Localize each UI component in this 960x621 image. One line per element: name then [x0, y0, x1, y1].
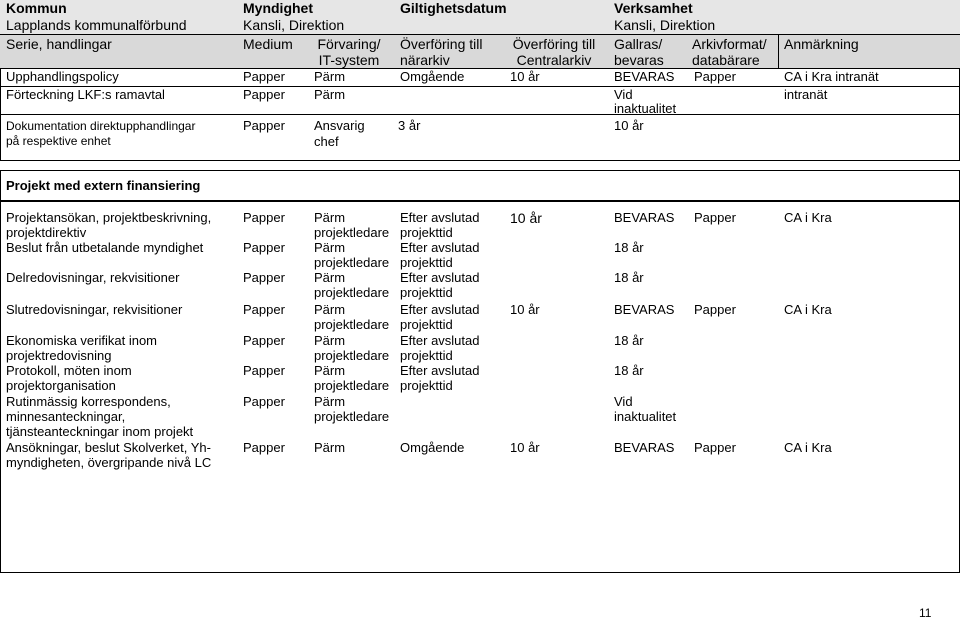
cell-gallras: Vid	[614, 394, 633, 409]
cell-format: Papper	[694, 302, 736, 317]
cell-medium: Papper	[243, 440, 285, 455]
cell-medium: Papper	[243, 240, 285, 255]
col-serie: Serie, handlingar	[6, 36, 112, 52]
cell-narakiv-cont: projekttid	[400, 378, 453, 393]
cell-forvaring-cont: projektledare	[314, 255, 390, 270]
section-title: Projekt med extern finansiering	[6, 178, 201, 193]
cell-anmarkning: intranät	[784, 87, 828, 102]
cell-gallras: BEVARAS	[614, 69, 675, 84]
col-forvaring-1: Förvaring/	[317, 36, 381, 52]
cell-anmarkning: CA i Kra	[784, 210, 832, 225]
cell-anmarkning: CA i Kra intranät	[784, 69, 879, 84]
verksamhet-label: Verksamhet	[614, 0, 693, 16]
cell-gallras: 10 år	[614, 118, 644, 133]
giltighet-label: Giltighetsdatum	[400, 0, 507, 16]
cell-gallras: 18 år	[614, 363, 644, 378]
cell-narakiv: Omgående	[400, 69, 465, 84]
cell-central: 10 år	[510, 440, 540, 455]
cell-serie: Projektansökan, projektbeskrivning,	[6, 210, 212, 225]
cell-serie-cont: projektredovisning	[6, 348, 112, 363]
kommun-label: Kommun	[6, 0, 67, 16]
col-gallras-2: bevaras	[614, 52, 664, 68]
col-arkivformat-1: Arkivformat/	[692, 36, 767, 52]
col-central-2: Centralarkiv	[516, 52, 592, 68]
cell-serie-cont: projektdirektiv	[6, 225, 87, 240]
cell-forvaring: Pärm	[314, 270, 346, 285]
cell-forvaring: Pärm	[314, 363, 346, 378]
cell-serie: Slutredovisningar, rekvisitioner	[6, 302, 183, 317]
project-table-box	[0, 201, 960, 573]
cell-forvaring-cont: projektledare	[314, 225, 390, 240]
cell-medium: Papper	[243, 270, 285, 285]
cell-medium: Papper	[243, 210, 285, 225]
cell-serie: Beslut från utbetalande myndighet	[6, 240, 204, 255]
row-line	[0, 160, 960, 161]
col-anmarkning: Anmärkning	[784, 36, 859, 52]
page-number: 11	[919, 606, 932, 620]
table-border-left	[0, 68, 1, 161]
cell-medium: Papper	[243, 118, 285, 133]
cell-narakiv: Efter avslutad	[400, 302, 480, 317]
col-medium: Medium	[243, 36, 293, 52]
cell-medium: Papper	[243, 394, 285, 409]
cell-forvaring: Pärm	[314, 210, 346, 225]
anmarkning-separator	[778, 34, 779, 68]
cell-gallras: BEVARAS	[614, 210, 675, 225]
col-narakiv-1: Överföring till	[400, 36, 483, 52]
cell-forvaring-cont: projektledare	[314, 409, 390, 424]
cell-medium: Papper	[243, 363, 285, 378]
cell-medium: Papper	[243, 69, 285, 84]
cell-forvaring: Pärm	[314, 333, 346, 348]
verksamhet-name: Kansli, Direktion	[614, 17, 716, 33]
cell-central: 10 år	[510, 69, 540, 84]
row-line	[0, 114, 960, 115]
cell-gallras: BEVARAS	[614, 302, 675, 317]
cell-forvaring: Pärm	[314, 87, 346, 102]
cell-narakiv: 3 år	[398, 118, 421, 133]
col-forvaring-2: IT-system	[318, 52, 380, 68]
cell-narakiv-cont: projekttid	[400, 255, 453, 270]
cell-narakiv: Efter avslutad	[400, 363, 480, 378]
cell-forvaring-cont: projektledare	[314, 285, 390, 300]
cell-anmarkning: CA i Kra	[784, 302, 832, 317]
cell-forvaring-cont: projektledare	[314, 317, 390, 332]
cell-narakiv-cont: projekttid	[400, 348, 453, 363]
cell-narakiv-cont: projekttid	[400, 317, 453, 332]
cell-narakiv: Efter avslutad	[400, 333, 480, 348]
cell-serie-cont: tjänsteanteckningar inom projekt	[6, 424, 194, 439]
cell-serie: Dokumentation direktupphandlingar	[6, 119, 196, 133]
cell-format: Papper	[694, 69, 736, 84]
cell-medium: Papper	[243, 87, 285, 102]
cell-medium: Papper	[243, 302, 285, 317]
cell-serie: Protokoll, möten inom	[6, 363, 132, 378]
cell-anmarkning: CA i Kra	[784, 440, 832, 455]
col-gallras-1: Gallras/	[614, 36, 663, 52]
cell-forvaring-cont: chef	[314, 134, 339, 149]
cell-narakiv-cont: projekttid	[400, 225, 453, 240]
cell-gallras: Vid	[614, 87, 633, 102]
cell-narakiv: Efter avslutad	[400, 210, 480, 225]
cell-serie-cont: myndigheten, övergripande nivå LC	[6, 455, 212, 470]
cell-serie-cont: på respektive enhet	[6, 134, 111, 148]
cell-gallras: 18 år	[614, 240, 644, 255]
cell-serie: Förteckning LKF:s ramavtal	[6, 87, 165, 102]
kommun-name: Lapplands kommunalförbund	[6, 17, 187, 33]
cell-narakiv-cont: projekttid	[400, 285, 453, 300]
cell-forvaring: Ansvarig	[314, 118, 365, 133]
cell-forvaring: Pärm	[314, 69, 346, 84]
cell-gallras-cont: inaktualitet	[614, 101, 677, 116]
cell-forvaring: Pärm	[314, 394, 346, 409]
cell-format: Papper	[694, 210, 736, 225]
cell-forvaring: Pärm	[314, 240, 346, 255]
col-arkivformat-2: databärare	[692, 52, 760, 68]
cell-narakiv: Efter avslutad	[400, 270, 480, 285]
cell-forvaring-cont: projektledare	[314, 378, 390, 393]
cell-serie-cont: projektorganisation	[6, 378, 116, 393]
cell-forvaring: Pärm	[314, 440, 346, 455]
cell-serie-cont: minnesanteckningar,	[6, 409, 126, 424]
cell-narakiv: Efter avslutad	[400, 240, 480, 255]
cell-narakiv: Omgående	[400, 440, 465, 455]
cell-serie: Delredovisningar, rekvisitioner	[6, 270, 180, 285]
col-central-1: Överföring till	[512, 36, 596, 52]
cell-medium: Papper	[243, 333, 285, 348]
col-narakiv-2: närarkiv	[400, 52, 450, 68]
cell-serie: Ekonomiska verifikat inom	[6, 333, 157, 348]
cell-gallras: 18 år	[614, 270, 644, 285]
cell-gallras: 18 år	[614, 333, 644, 348]
myndighet-label: Myndighet	[243, 0, 313, 16]
cell-central: 10 år	[510, 210, 542, 226]
myndighet-name: Kansli, Direktion	[243, 17, 345, 33]
cell-serie: Rutinmässig korrespondens,	[6, 394, 171, 409]
cell-central: 10 år	[510, 302, 540, 317]
cell-gallras-cont: inaktualitet	[614, 409, 677, 424]
cell-gallras: BEVARAS	[614, 440, 675, 455]
cell-serie: Ansökningar, beslut Skolverket, Yh-	[6, 440, 211, 455]
cell-forvaring: Pärm	[314, 302, 346, 317]
cell-serie: Upphandlingspolicy	[6, 69, 119, 84]
header-divider	[0, 34, 960, 35]
cell-forvaring-cont: projektledare	[314, 348, 390, 363]
cell-format: Papper	[694, 440, 736, 455]
